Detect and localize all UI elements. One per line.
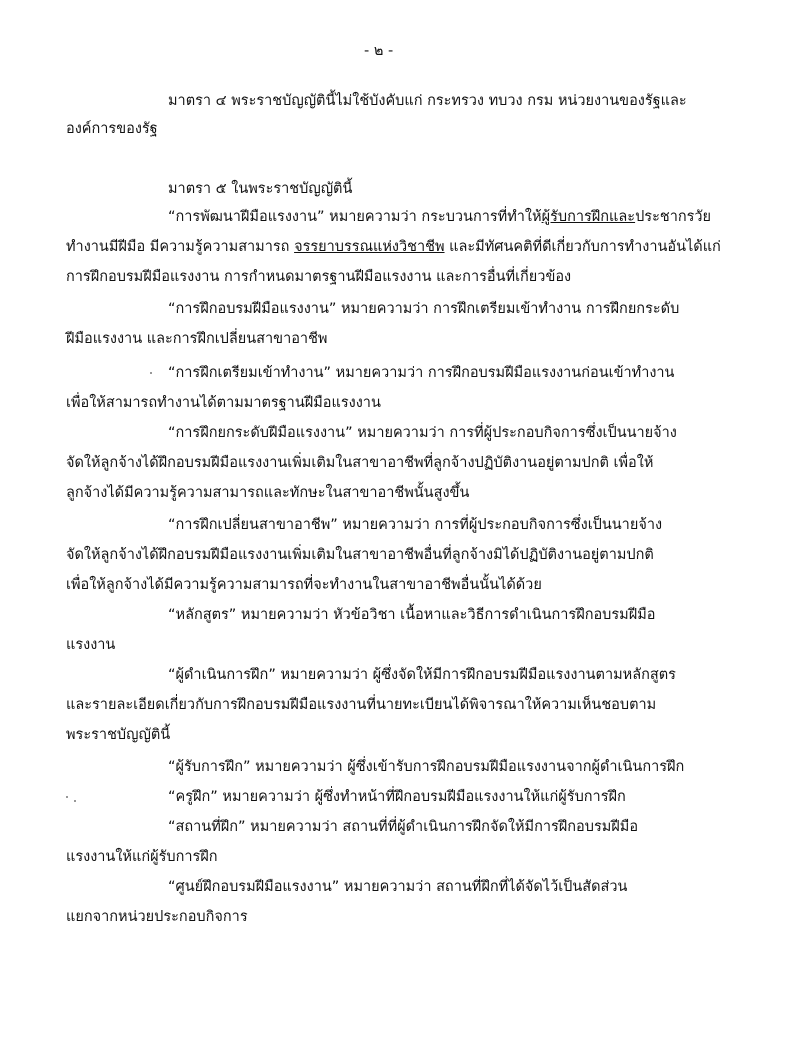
def2-line1: “การฝึกอบรมฝีมือแรงงาน” หมายความว่า การฝึกเตรียมเข้าทำงาน การฝึกยกระดับ: [168, 301, 680, 317]
def8-line1: “ผู้รับการฝึก” หมายความว่า ผู้ซึ่งเข้ารับการฝึกอบรมฝีมือแรงงานจากผู้ดำเนินการฝึก: [168, 759, 685, 775]
def5-line2: จัดให้ลูกจ้างได้ฝึกอบรมฝีมือแรงงานเพิ่มเติมในสาขาอาชีพอื่นที่ลูกจ้างมิได้ปฏิบัติงานอยู่ตามปกติ: [66, 547, 654, 563]
def1-line1-b: ประชากรวัย: [635, 209, 712, 225]
def7-line1: “ผู้ดำเนินการฝึก” หมายความว่า ผู้ซึ่งจัดให้มีการฝึกอบรมฝีมือแรงงานตามหลักสูตร: [168, 667, 676, 683]
def1-line3: การฝึกอบรมฝีมือแรงงาน การกำหนดมาตรฐานฝีมือแรงงาน และการอื่นที่เกี่ยวข้อง: [66, 269, 572, 285]
def11-line2: แยกจากหน่วยประกอบกิจการ: [66, 909, 248, 925]
def1-line2-a: ทำงานมีฝีมือ มีความรู้ความสามารถ: [66, 239, 295, 255]
section4-line1: มาตรา ๔ พระราชบัญญัตินี้ไม่ใช้บังคับแก่ กระทรวง ทบวง กรม หน่วยงานของรัฐและ: [168, 93, 687, 109]
def7-line2: และรายละเอียดเกี่ยวกับการฝึกอบรมฝีมือแรงงานที่นายทะเบียนได้พิจารณาให้ความเห็นชอบตาม: [66, 697, 657, 713]
def11-line1: “ศูนย์ฝึกอบรมฝีมือแรงงาน” หมายความว่า สถานที่ฝึกที่ได้จัดไว้เป็นสัดส่วน: [168, 879, 628, 895]
scan-speck: [66, 796, 68, 798]
def4-line2: จัดให้ลูกจ้างได้ฝึกอบรมฝีมือแรงงานเพิ่มเติมในสาขาอาชีพที่ลูกจ้างปฏิบัติงานอยู่ตามปกติ เพื่อให้: [66, 455, 654, 471]
def1-line1: [168, 206, 711, 228]
section5-heading: มาตรา ๕ ในพระราชบัญญัตินี้: [168, 181, 353, 197]
def5-line1: “การฝึกเปลี่ยนสาขาอาชีพ” หมายความว่า การที่ผู้ประกอบกิจการซึ่งเป็นนายจ้าง: [168, 517, 663, 533]
def1-line2: [66, 236, 721, 258]
def10-line2: แรงงานให้แก่ผู้รับการฝึก: [66, 849, 218, 865]
def6-line2: แรงงาน: [66, 637, 116, 653]
def1-line1-underlined: ผู้รับการฝึกและ: [541, 209, 636, 225]
def6-line1: “หลักสูตร” หมายความว่า หัวข้อวิชา เนื้อหาและวิธีการดำเนินการฝึกอบรมฝีมือ: [168, 607, 656, 623]
def7-line3: พระราชบัญญัตินี้: [66, 727, 171, 743]
scan-speck: [150, 372, 152, 374]
def3-line2: เพื่อให้สามารถทำงานได้ตามมาตรฐานฝีมือแรงงาน: [66, 395, 381, 411]
def3-line1: “การฝึกเตรียมเข้าทำงาน” หมายความว่า การฝึกอบรมฝีมือแรงงานก่อนเข้าทำงาน: [168, 365, 675, 381]
scan-speck: [74, 800, 76, 802]
def1-line2-underlined: จรรยาบรรณแห่งวิชาชีพ: [294, 239, 445, 255]
def4-line1: “การฝึกยกระดับฝีมือแรงงาน” หมายความว่า การที่ผู้ประกอบกิจการซึ่งเป็นนายจ้าง: [168, 425, 677, 441]
def10-line1: “สถานที่ฝึก” หมายความว่า สถานที่ที่ผู้ดำเนินการฝึกจัดให้มีการฝึกอบรมฝีมือ: [168, 819, 639, 835]
def1-line1-a: “การพัฒนาฝีมือแรงงาน” หมายความว่า กระบวนการที่ทำให้: [168, 209, 542, 225]
def5-line3: เพื่อให้ลูกจ้างได้มีความรู้ความสามารถที่จะทำงานในสาขาอาชีพอื่นนั้นได้ด้วย: [66, 577, 542, 593]
page-number: - ๒ -: [364, 43, 394, 59]
def1-line2-b: และมีทัศนคติที่ดีเกี่ยวกับการทำงานอันได้แก่: [444, 239, 721, 255]
def9-line1: “ครูฝึก” หมายความว่า ผู้ซึ่งทำหน้าที่ฝึกอบรมฝีมือแรงงานให้แก่ผู้รับการฝึก: [168, 789, 626, 805]
def4-line3: ลูกจ้างได้มีความรู้ความสามารถและทักษะในสาขาอาชีพนั้นสูงขึ้น: [66, 485, 470, 501]
def2-line2: ฝีมือแรงงาน และการฝึกเปลี่ยนสาขาอาชีพ: [66, 331, 328, 347]
section4-line2: องค์การของรัฐ: [66, 121, 158, 137]
